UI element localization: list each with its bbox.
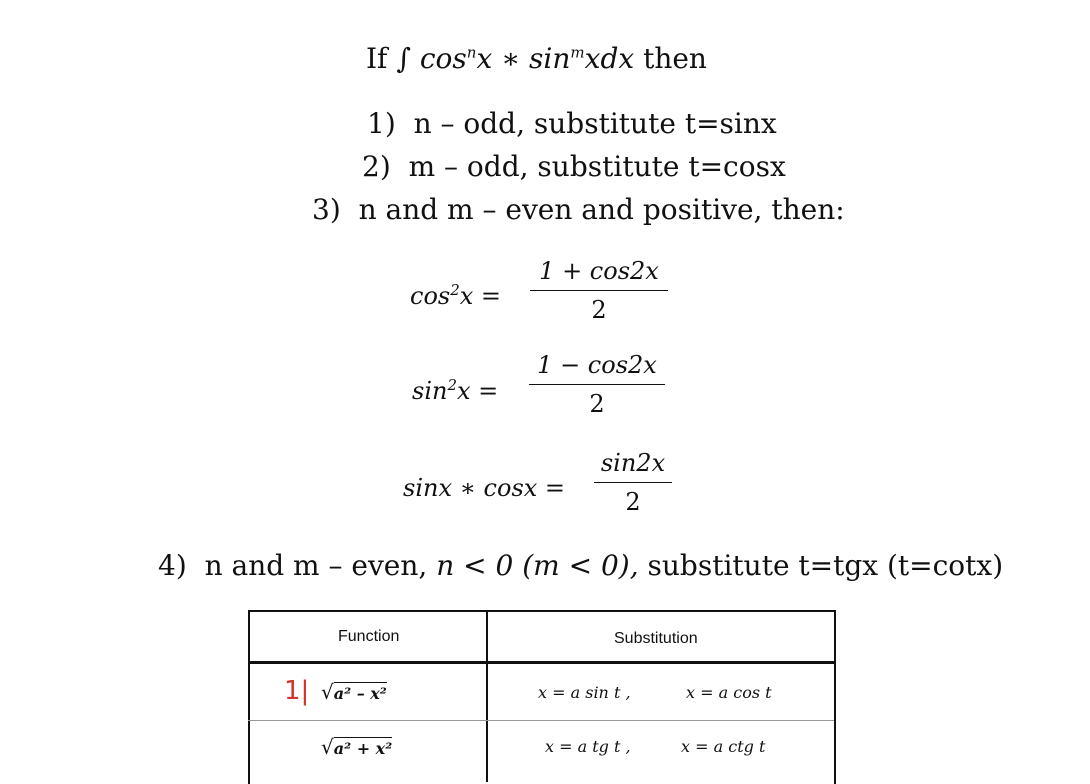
formula-2-end: x = bbox=[457, 377, 499, 405]
heading-end: xdx bbox=[584, 42, 635, 75]
rule-2 bbox=[362, 150, 786, 183]
heading-exp-m: m bbox=[570, 43, 585, 62]
rule-4-text-b: substitute t=tgx (t=cotx) bbox=[647, 549, 1004, 582]
heading-cos: cos bbox=[419, 42, 467, 75]
header-function: Function bbox=[338, 628, 400, 645]
header-substitution: Substitution bbox=[614, 630, 698, 647]
handwritten-mark: 1| bbox=[284, 676, 310, 706]
formula-1-fraction bbox=[530, 256, 668, 325]
formula-2-denominator: 2 bbox=[589, 390, 605, 418]
formula-3-base: sinx ∗ cosx = bbox=[403, 474, 566, 502]
table-row-1-function bbox=[321, 680, 387, 704]
integral-sign: ∫ bbox=[396, 42, 411, 75]
fraction-bar bbox=[530, 290, 668, 291]
table-row-2-sub-b: x = a ctg t bbox=[681, 737, 766, 756]
rule-3 bbox=[312, 193, 845, 226]
formula-2-lhs bbox=[412, 376, 498, 405]
rule-number: 1) bbox=[367, 107, 396, 140]
rule-number: 2) bbox=[362, 150, 391, 183]
table-row-1-sub-b: x = a cos t bbox=[686, 683, 772, 702]
rule-text: m – odd, substitute t=cosx bbox=[408, 150, 786, 183]
rule-1 bbox=[367, 107, 777, 140]
formula-2-base: sin bbox=[412, 377, 448, 405]
formula-2-fraction bbox=[529, 350, 665, 419]
table-column-divider bbox=[486, 610, 488, 782]
formula-1-base: cos bbox=[410, 282, 451, 310]
heading-exp-n: n bbox=[466, 43, 477, 62]
fraction-bar bbox=[594, 482, 672, 483]
formula-1-lhs bbox=[410, 281, 501, 310]
radicand: a² – x² bbox=[333, 684, 387, 703]
rule-number: 4) bbox=[158, 549, 187, 582]
formula-1-numerator: 1 + cos2x bbox=[539, 257, 659, 285]
formula-3-numerator: sin2x bbox=[600, 449, 666, 477]
sqrt-icon: √ bbox=[321, 735, 334, 759]
rule-4 bbox=[158, 549, 1003, 582]
formula-2-exp: 2 bbox=[447, 376, 457, 394]
rule-text: n and m – even and positive, then: bbox=[358, 193, 845, 226]
formula-1-exp: 2 bbox=[450, 281, 460, 299]
radicand: a² + x² bbox=[333, 739, 393, 758]
rule-number: 3) bbox=[312, 193, 341, 226]
table-row-1-sub-a: x = a sin t , bbox=[538, 683, 631, 702]
heading-line bbox=[366, 42, 707, 75]
formula-3-fraction bbox=[594, 448, 672, 517]
heading-mid: x ∗ sin bbox=[476, 42, 571, 75]
formula-1-end: x = bbox=[459, 282, 502, 310]
table-header-divider bbox=[248, 661, 834, 664]
rule-4-condition: n < 0 (m < 0), bbox=[436, 549, 639, 582]
table-row-2-function bbox=[321, 735, 392, 759]
fraction-bar bbox=[529, 384, 665, 385]
formula-2-numerator: 1 − cos2x bbox=[537, 351, 657, 379]
formula-1-denominator: 2 bbox=[591, 296, 607, 324]
formula-3-lhs bbox=[403, 474, 565, 502]
formula-3-denominator: 2 bbox=[625, 488, 641, 516]
table-row-2-sub-a: x = a tg t , bbox=[545, 737, 631, 756]
sqrt-icon: √ bbox=[321, 680, 334, 704]
heading-prefix: If bbox=[366, 42, 388, 75]
rule-text: n – odd, substitute t=sinx bbox=[413, 107, 777, 140]
heading-suffix: then bbox=[643, 42, 707, 75]
rule-4-text-a: n and m – even, bbox=[204, 549, 428, 582]
table-row-divider bbox=[248, 720, 834, 721]
